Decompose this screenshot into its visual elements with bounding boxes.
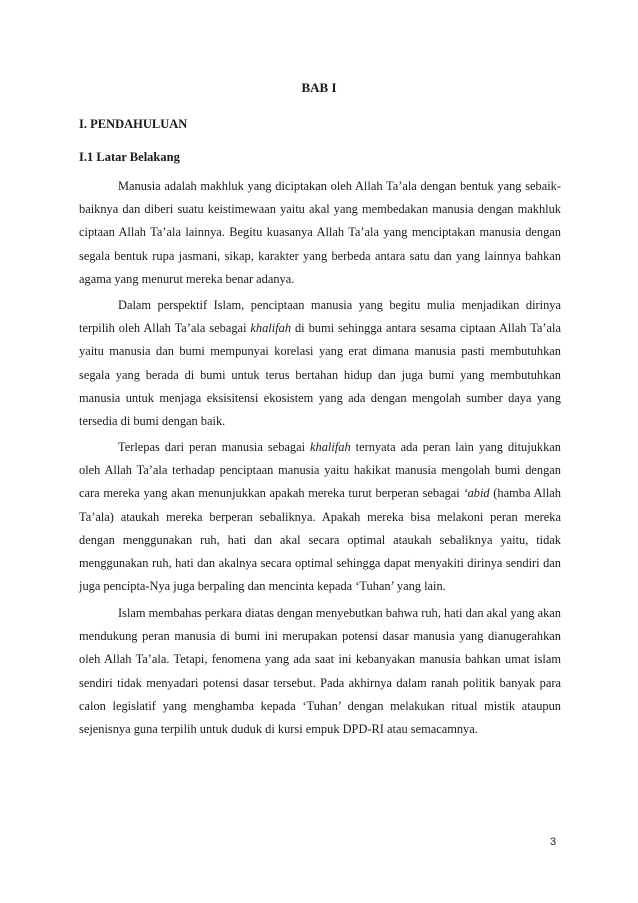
paragraph-3-text: Terlepas dari peran manusia sebagai	[118, 440, 311, 454]
paragraph-1: Manusia adalah makhluk yang diciptakan oleh Allah Ta’ala dengan bentuk yang sebaik-baiknya dan diberi suatu keistimewaan yaitu akal yang membedakan manusia dengan makhluk ciptaan Allah Ta’ala lainnya. Begitu kuasanya Allah Ta’ala yang menciptakan manusia dengan segala bentuk rupa jasmani, sikap, karakter yang berbeda antara satu dan yang lainnya bahkan agama yang menurut mereka benar adanya.	[79, 179, 561, 286]
paragraph-4: Islam membahas perkara diatas dengan menyebutkan bahwa ruh, hati dan akal yang akan mendukung peran manusia di bumi ini merupakan potensi dasar manusia yang dianugerahkan oleh Allah Ta’ala. Tetapi, fenomena yang ada saat ini kebanyakan manusia bahkan umat islam sendiri tidak menyadari potensi dasar tersebut. Pada akhirnya dalam ranah politik banyak para calon legislatif yang menghamba kepada ‘Tuhan’ dengan melakukan ritual mistik ataupun sejenisnya guna terpilih untuk duduk di kursi empuk DPD-RI atau semacamnya.	[79, 606, 561, 737]
paragraph-3-text: ternyata ada peran lain yang ditujukkan oleh Allah Ta’ala terhadap penciptaan manusia yaitu hakikat manusia mengolah bumi dengan cara mereka yang akan menunjukkan apakah mereka turut berperan sebagai	[79, 440, 561, 501]
paragraph-3-text: (hamba Allah Ta’ala) ataukah mereka berperan sebaliknya. Apakah mereka bisa melakoni peran mereka dengan menggunakan ruh, hati dan akal secara optimal ataukah sebaliknya yaitu, tidak menggunakan ruh, hati dan akalnya secara optimal sehingga dapat menyakiti dirinya sendiri dan juga pencipta-Nya juga berpaling dan mencinta kepada ‘Tuhan’ yang lain.	[79, 486, 561, 594]
chapter-title: BAB I	[301, 80, 337, 95]
page-number: 3	[550, 836, 557, 848]
italic-term: ‘abid	[463, 486, 490, 501]
paragraph-2-text: Dalam perspektif Islam, penciptaan manusia yang begitu mulia menjadikan dirinya terpilih oleh Allah Ta’ala sebagai	[79, 298, 561, 336]
italic-term: khalifah	[310, 440, 351, 454]
italic-term: khalifah	[250, 321, 292, 336]
paragraph-2-text: di bumi sehingga antara sesama ciptaan Allah Ta’ala yaitu manusia dan bumi mempunyai korelasi yang erat dimana manusia pasti membutuhkan segala yang berada di bumi untuk terus bertahan hidup dan juga bumi yang membutuhkan manusia untuk menjaga eksisitensi ekosistem yang ada dengan mengolah sumber daya yang tersedia di bumi dengan baik.	[79, 321, 561, 429]
subsection-heading: I.1 Latar Belakang	[79, 150, 180, 164]
paragraph-3	[79, 436, 561, 598]
section-heading: I. PENDAHULUAN	[79, 117, 188, 131]
paragraph-2	[79, 294, 561, 433]
